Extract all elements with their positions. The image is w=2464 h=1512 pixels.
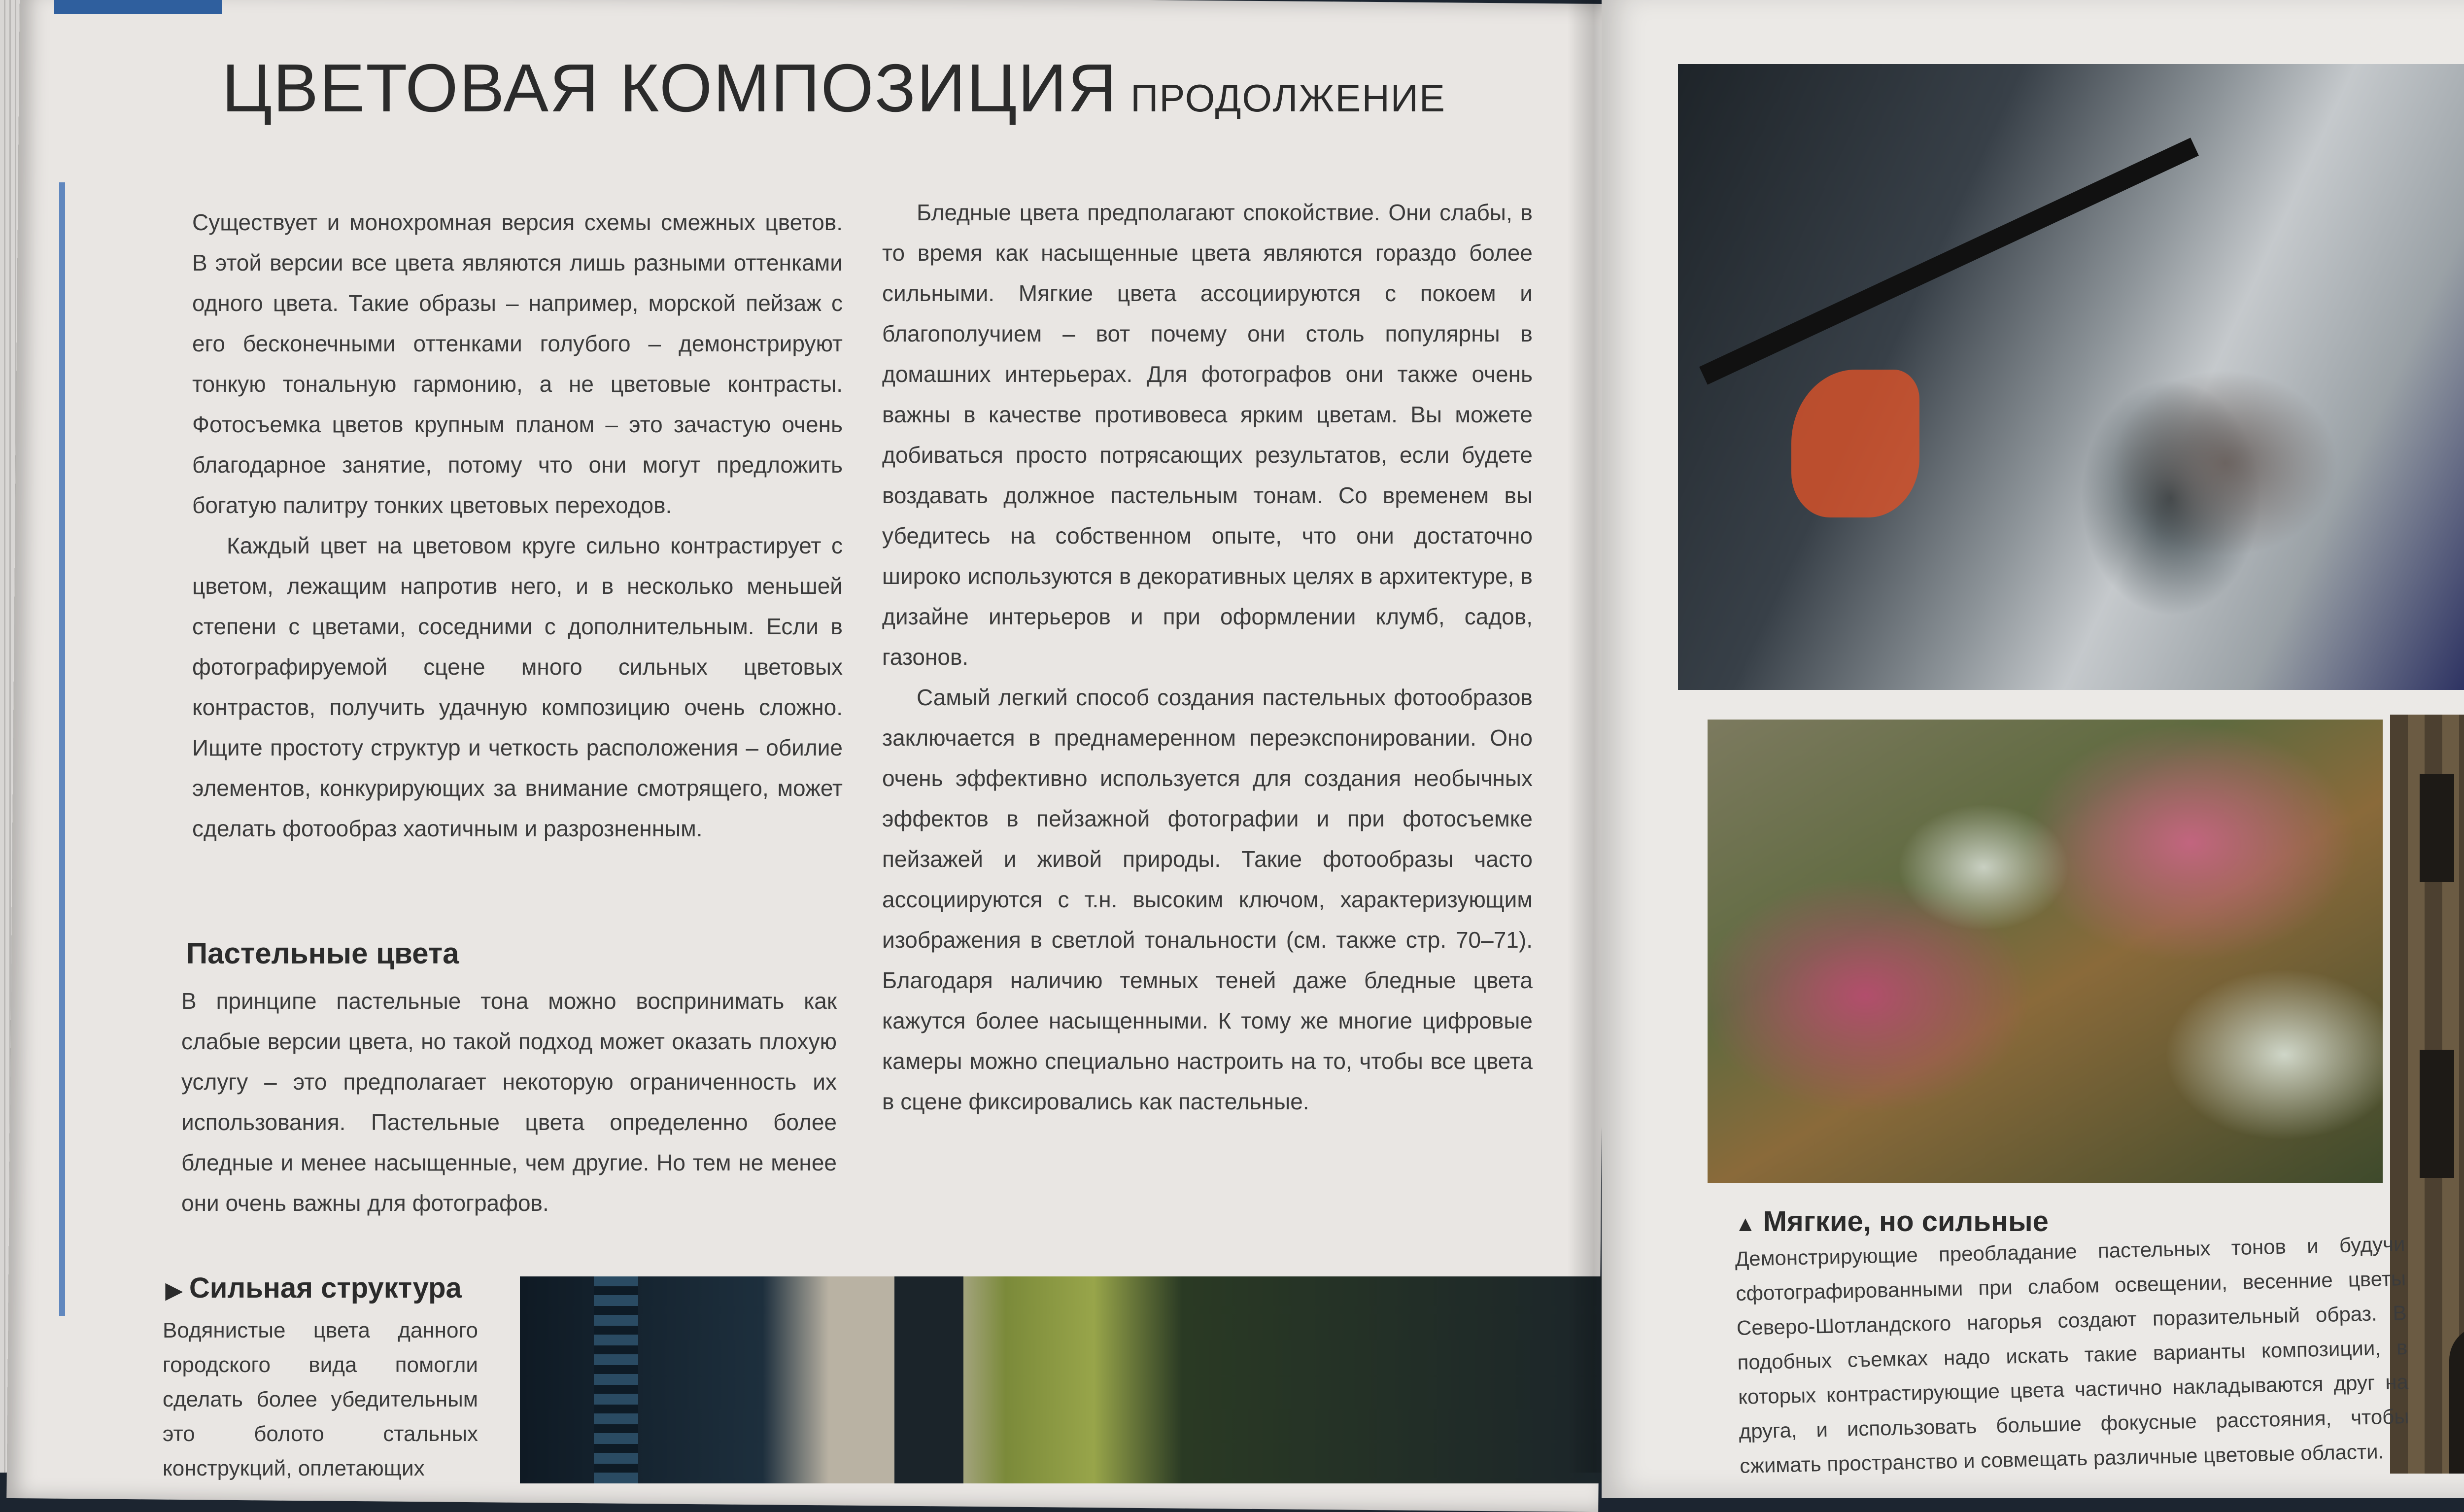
page-title-continued: ПРОДОЛЖЕНИЕ xyxy=(1130,76,1446,120)
scaffold-detail xyxy=(594,1276,638,1483)
building-arch xyxy=(2449,1326,2464,1474)
section-color-edge xyxy=(59,182,65,1316)
caption-text-strong-structure: Водянистые цвета данного городского вида помогли сделать более убедительным это болото стальных конструкций, оплетающих xyxy=(163,1318,478,1480)
photo-city-structure xyxy=(520,1276,1624,1483)
text-column-1-section xyxy=(181,981,837,1223)
caption-heading-text: Сильная структура xyxy=(189,1272,462,1304)
page-title xyxy=(222,49,1446,128)
paragraph: Бледные цвета предполагают спокойствие. Они слабы, в то время как насыщенные цвета являются гораздо более сильными. Мягкие цвета ассоциируются с покоем и благополучием – вот почему они столь популярны в домашних интерьерах. Для фотографов они также очень важны в качестве противовеса ярким цветам. Вы можете добиваться просто потрясающих результатов, если будете воздавать должное пастельным тонам. Со временем вы убедитесь на собственном опыте, что они достаточно широко используются в декоративных целях в архитектуре, в дизайне интерьеров и при оформлении клумб, садов, газонов. xyxy=(882,200,1533,670)
text-column-1 xyxy=(192,202,843,849)
section-color-tab xyxy=(54,0,222,14)
photo-pastel-flowers xyxy=(1708,720,2383,1183)
page-title-main: ЦВЕТОВАЯ КОМПОЗИЦИЯ xyxy=(222,50,1118,126)
triangle-right-icon: ▶ xyxy=(166,1278,182,1303)
photo-spiral-staircase xyxy=(1678,64,2464,690)
caption-heading-soft-but-strong xyxy=(1735,1205,2049,1238)
building-window xyxy=(2420,774,2454,882)
paragraph: Существует и монохромная версия схемы смежных цветов. В этой версии все цвета являются лишь разными оттенками одного цвета. Такие образы – например, морской пейзаж с его бесконечными оттенками голубого – демонстрируют тонкую тональную гармонию, а не цветовые контрасты. Фотосъемка цветов крупным планом – это зачастую очень благодарное занятие, потому что они могут предложить богатую палитру тонких цветовых переходов. xyxy=(192,209,843,518)
caption-heading-text: Мягкие, но сильные xyxy=(1763,1205,2049,1237)
orange-wall-detail xyxy=(1791,370,1919,517)
caption-heading-strong-structure xyxy=(166,1271,462,1305)
staircase-rail xyxy=(1699,137,2199,384)
caption-text-soft-but-strong: Демонстрирующие преобладание пастельных тонов и будучи сфотографированными при слабом освещении, весенние цветы Северо-Шотландского нагорья создают поразительный образ. В подобных съемках надо искать такие варианты композиции, в которых контрастирующие цвета частично накладываются друг на друга, и использовать большие фокусные расстояния, чтобы сжимать пространство и совмещать различные цветовые области. xyxy=(1735,1232,2409,1478)
triangle-up-icon: ▲ xyxy=(1735,1212,1756,1236)
window-column xyxy=(894,1276,963,1483)
paragraph: Самый легкий способ создания пастельных фотообразов заключается в преднамеренном переэкспонировании. Оно очень эффективно используется для создания необычных эффектов в пейзажной фотографии и при фотосъемке пейзажей и живой природы. Такие фотообразы часто ассоциируются с т.н. высоким ключом, характеризующим изображения в светлой тональности (см. также стр. 70–71). Благодаря наличию темных теней даже бледные цвета кажутся более насыщенными. К тому же многие цифровые камеры можно специально настроить на то, чтобы все цвета в сцене фиксировались как пастельные. xyxy=(882,685,1533,1114)
paragraph: Каждый цвет на цветовом круге сильно контрастирует с цветом, лежащим напротив него, и в несколько меньшей степени с цветами, соседними с дополнительным. Если в фотографируемой сцене много сильных цветовых контрастов, получить удачную композицию очень сложно. Ищите простоту структур и четкость расположения – обилие элементов, конкурирующих за внимание смотрящего, может сделать фотообраз хаотичным и разрозненным. xyxy=(192,533,843,841)
people-group-detail xyxy=(2112,370,2338,557)
building-window xyxy=(2420,1050,2454,1178)
paragraph: В принципе пастельные тона можно воспринимать как слабые версии цвета, но такой подход может оказать плохую услугу – это предполагает некоторую ограниченность их использования. Пастельные цвета определенно более бледные и менее насыщенные, чем другие. Но тем не менее они очень важны для фотографов. xyxy=(181,988,837,1216)
section-heading-pastel: Пастельные цвета xyxy=(186,937,459,970)
text-column-2 xyxy=(882,192,1533,1122)
